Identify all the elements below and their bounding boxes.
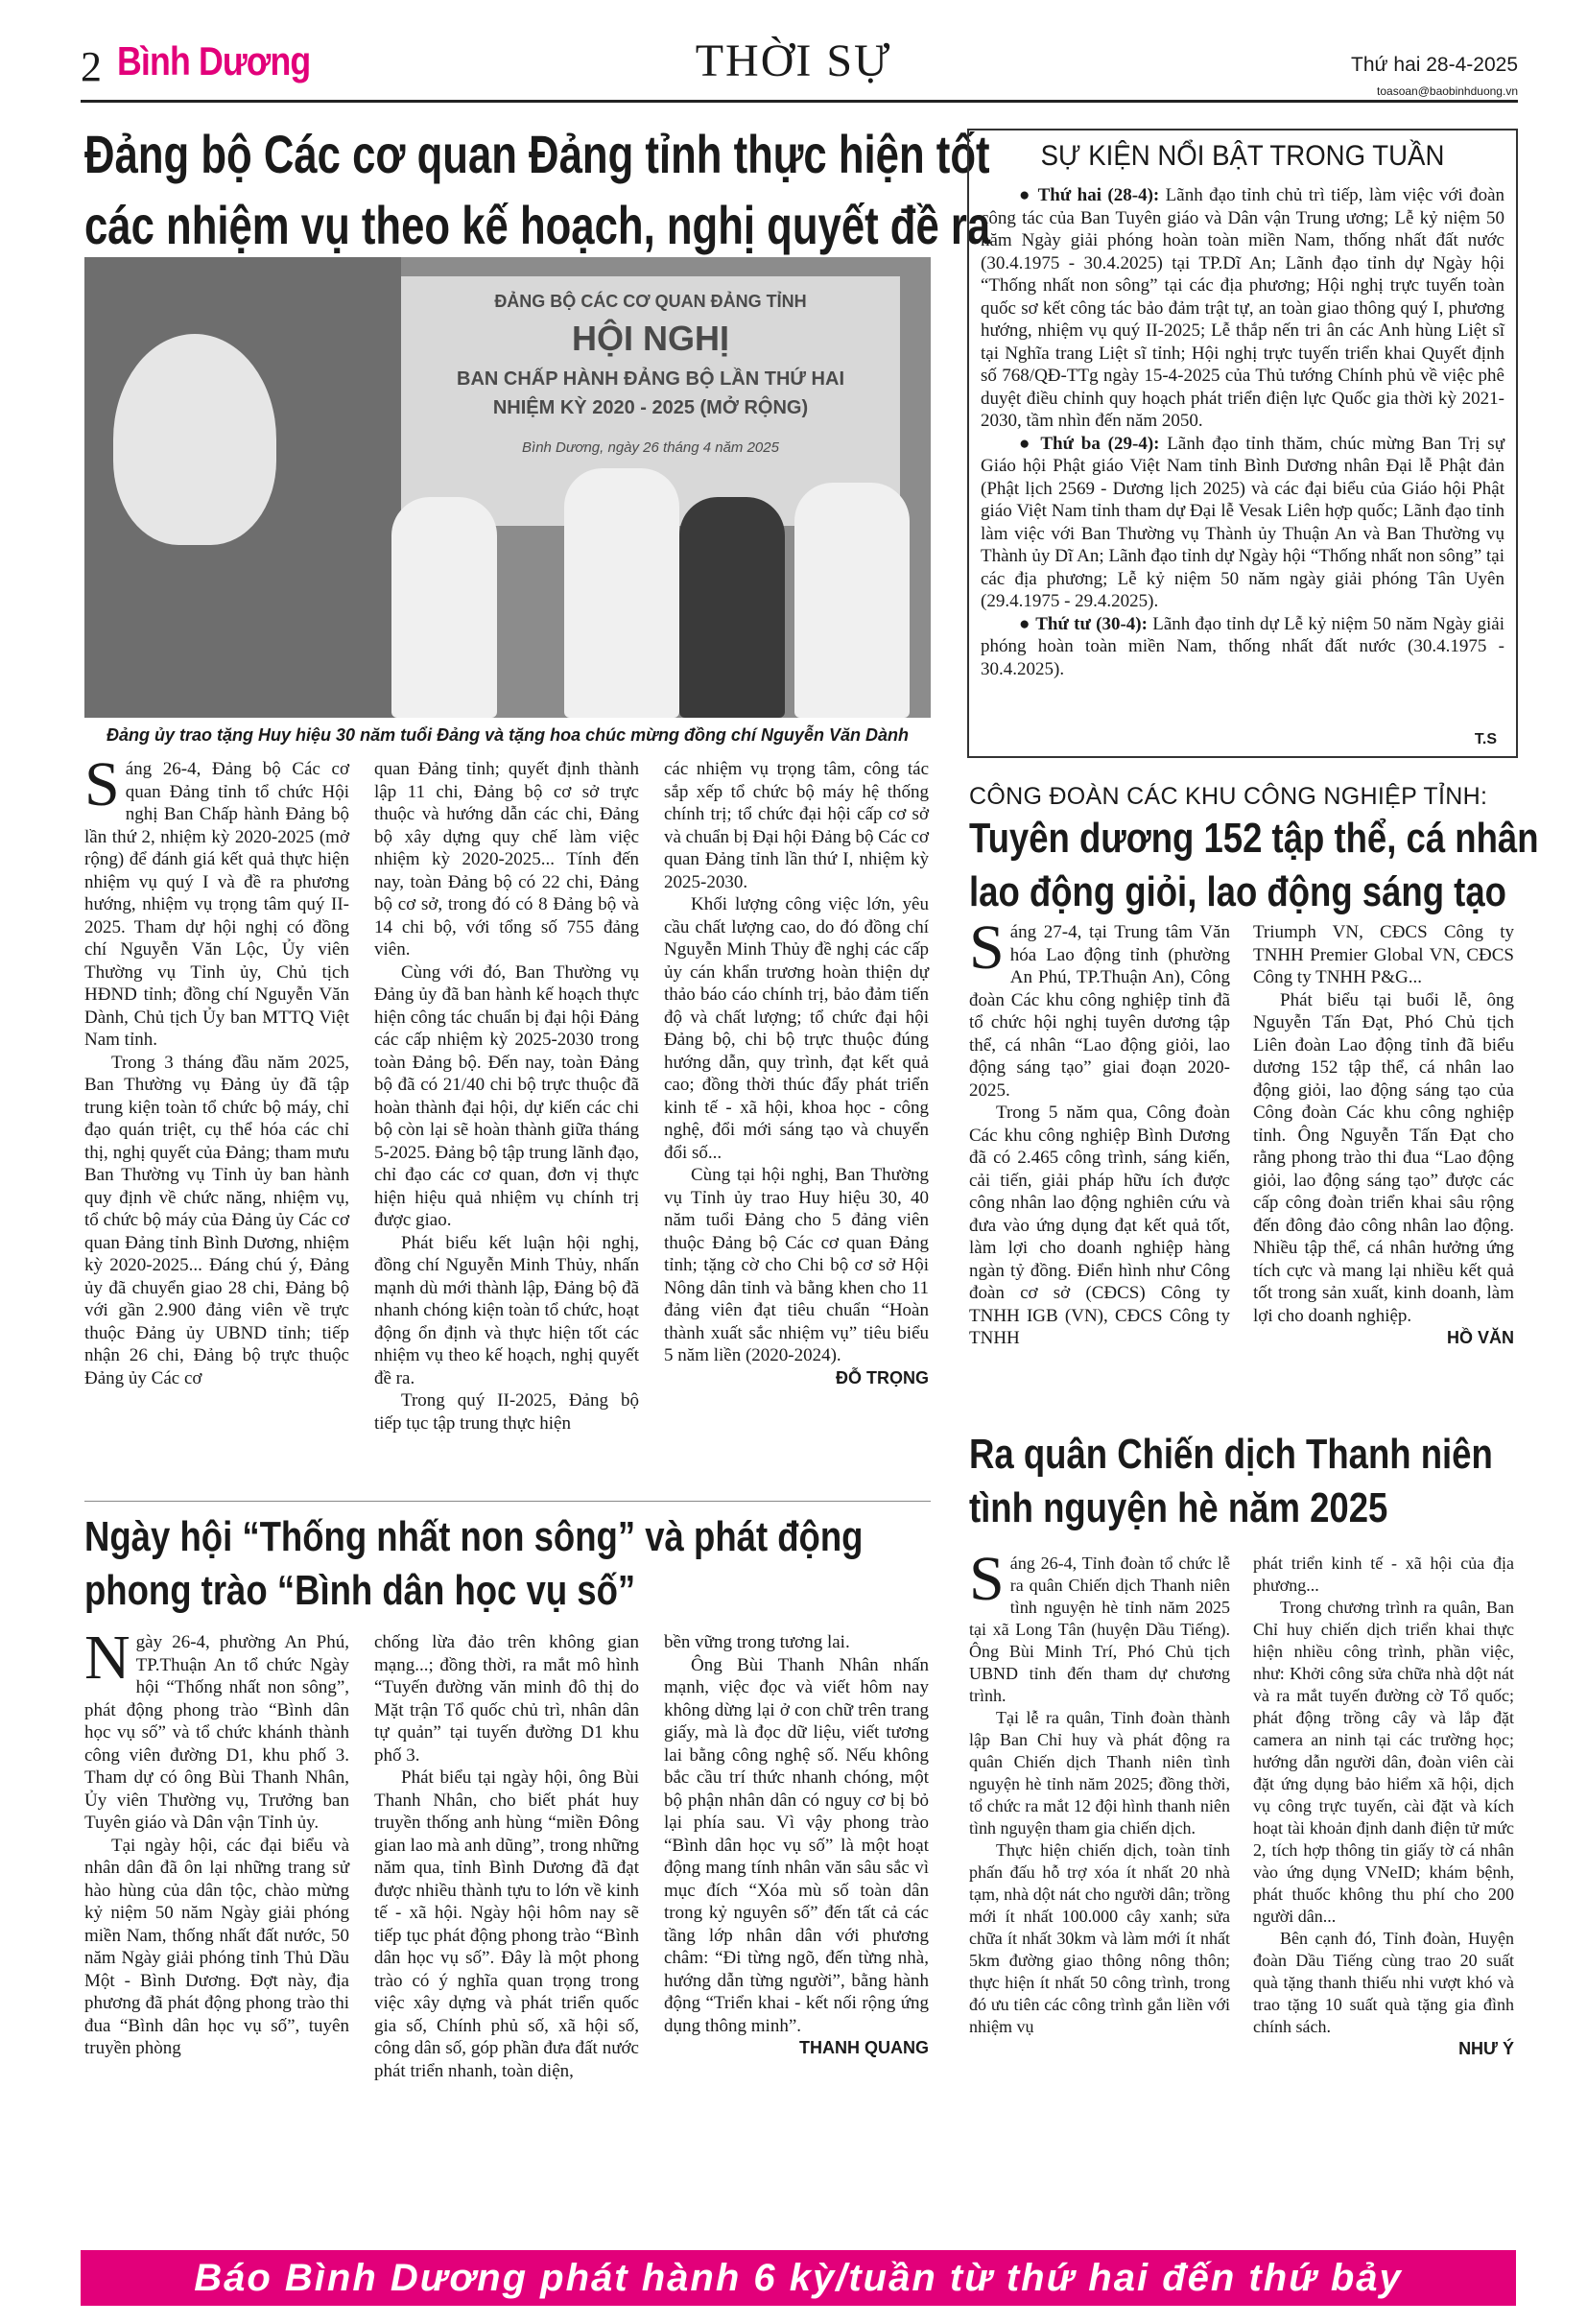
events-title: SỰ KIỆN NỔI BẬT TRONG TUẦN [1040,140,1445,172]
article2-headline [969,812,1558,919]
event-day: Thứ ba (29-4): [1040,433,1160,454]
event-day: Thứ tư (30-4): [1035,613,1148,634]
event-text: Lãnh đạo tỉnh dự Lễ kỷ niệm 50 năm Ngày giải phóng hoàn toàn miền Nam, thống nhất đất nước (30.4.1975 - 30.4.2025). [981,613,1504,679]
main-article-col3 [664,758,929,1389]
main-photo [84,257,931,718]
headline-line: lao động giỏi, lao động sáng tạo [969,868,1506,915]
article4-col3 [664,1631,929,2060]
main-headline [84,119,991,261]
paragraph: Thực hiện chiến dịch, toàn tỉnh phấn đấu hỗ trợ xóa ít nhất 20 nhà tạm, nhà dột nát cho người dân; trồng mới ít nhất 100.000 cây xanh; sửa chữa ít nhất 30km và làm mới ít nhất 5km đường giao thông nông thôn; thực hiện ít nhất 50 công trình, trong đó ưu tiên các công trình gắn liền với nhiệm vụ [969,1840,1230,2036]
photo-banner-text: NHIỆM KỲ 2020 - 2025 (MỞ RỘNG) [492,397,809,418]
event-text: Lãnh đạo tỉnh chủ trì tiếp, làm việc với đoàn công tác của Ban Tuyên giáo và Dân vận Trung ương; Lễ kỷ niệm 50 năm Ngày giải phóng hoàn toàn miền Nam, thống nhất đất nước (30.4.1975 - 30.4.2025) tại TP.Dĩ An; Lãnh đạo tỉnh dự Ngày hội “Thống nhất non sông” tại các địa phương; Hội nghị trực tuyến toàn quốc sơ kết công tác bảo đảm trật tự, an toàn giao thông quý I, phương hướng, nhiệm vụ quý II-2025; Lễ thắp nến tri ân các Anh hùng Liệt sĩ tại Nghĩa trang Liệt sĩ tỉnh; Hội nghị trực tuyến triển khai Quyết định số 768/QĐ-TTg ngày 15-4-2025 của Thủ tướng Chính phủ về việc phê duyệt điều chỉnh quy hoạch phát triển điện lực Quốc gia thời kỳ 2021-2030, tầm nhìn đến năm 2050. [981,185,1505,431]
page-number: 2 [81,43,102,90]
main-headline-line: các nhiệm vụ theo kế hoạch, nghị quyết đề ra [84,195,991,255]
event-day: Thứ hai (28-4): [1037,185,1160,205]
photo-person [564,468,679,718]
contact-email[interactable]: toasoan@baobinhduong.vn [1377,84,1518,98]
paragraph: Tại lễ ra quân, Tỉnh đoàn thành lập Ban Chỉ huy và phát động ra quân Chiến dịch Thanh niên tình nguyện hè tỉnh năm 2025; đồng thời, tổ chức ra mắt 12 đội hình thanh niên tình nguyện tham gia chiến dịch. [969,1708,1230,1838]
paragraph: Phát biểu tại buổi lễ, ông Nguyễn Tấn Đạt, Phó Chủ tịch Liên đoàn Lao động tỉnh đã biểu dương 152 tập thể, cá nhân lao động giỏi, lao động sáng tạo của Công đoàn Các khu công nghiệp tỉnh. Ông Nguyễn Tấn Đạt cho rằng phong trào thi đua “Lao động giỏi, lao động sáng tạo” được các cấp công đoàn triển khai sâu rộng đến đông đảo công nhân lao động. Nhiều tập thể, cá nhân hưởng ứng tích cực và mang lại nhiều kết quả tốt trong sản xuất, kinh doanh, làm lợi cho doanh nghiệp. [1253,989,1514,1326]
main-headline-line: Đảng bộ Các cơ quan Đảng tỉnh thực hiện tốt [84,124,990,184]
header-divider [81,100,1518,103]
photo-person [794,483,910,718]
paragraph: Phát biểu tại ngày hội, ông Bùi Thanh Nhân, cho biết phát huy truyền thống anh hùng “miền Đông gian lao mà anh dũng”, trong những năm qua, tỉnh Bình Dương đã đạt được nhiều thành tựu to lớn về kinh tế - xã hội. Ngày hội hôm nay sẽ tiếp tục phát động phong trào “Bình dân học vụ số”. Đây là một phong trào có ý nghĩa quan trọng trong việc xây dựng và phát triển quốc gia số, Chính phủ số, xã hội số, công dân số, góp phần đưa đất nước phát triển nhanh, toàn diện, [374,1767,639,2081]
paragraph: quan Đảng tỉnh; quyết định thành lập 11 chi, Đảng bộ cơ sở trực thuộc và hướng dẫn các chi, Đảng bộ xây dựng quy chế làm việc nhiệm kỳ 2020-2025... Tính đến nay, toàn Đảng bộ có 22 chi, Đảng bộ cơ sở, trong đó có 8 Đảng bộ và 14 chi bộ, với tổng số 755 đảng viên. [374,759,639,960]
event-item: ● Thứ tư (30-4): Lãnh đạo tỉnh dự Lễ kỷ niệm 50 năm Ngày giải phóng hoàn toàn miền Nam, thống nhất đất nước (30.4.1975 - 30.4.2025). [981,613,1504,679]
photo-person [679,497,785,718]
paragraph: gày 26-4, phường An Phú, TP.Thuận An tổ chức Ngày hội “Thống nhất non sông”, phát động phong trào “Bình dân học vụ số” và tổ chức khánh thành công viên đường D1, khu phố 3. Tham dự có ông Bùi Thanh Nhân, Ủy viên Thường vụ, Trưởng ban Tuyên giáo và Dân vận Tỉnh ủy. [84,1632,349,1833]
headline-line: tình nguyện hè năm 2025 [969,1484,1388,1531]
main-article-col1 [84,749,349,1389]
events-signature: T.S [1474,731,1497,747]
section-title: THỜI SỰ [695,36,892,86]
paragraph: áng 26-4, Đảng bộ Các cơ quan Đảng tỉnh tổ chức Hội nghị Ban Chấp hành Đảng bộ lần thứ 2, nhiệm kỳ 2020-2025 (mở rộng) để đánh giá kết quả thực hiện nhiệm vụ quý I và đề ra phương hướng, nhiệm vụ trọng tâm quý II-2025. Tham dự hội nghị có đồng chí Nguyễn Văn Lộc, Ủy viên Thường vụ Tỉnh ủy, Chủ tịch HĐND tỉnh; đồng chí Nguyễn Văn Dành, Chủ tịch Ủy ban MTTQ Việt Nam tỉnh. [84,759,349,1050]
paragraph: Trong quý II-2025, Đảng bộ tiếp tục tập trung thực hiện [374,1390,639,1434]
main-article-col2 [374,758,639,1435]
paragraph: phát triển kinh tế - xã hội của địa phương... [1253,1553,1514,1595]
paragraph: Bên cạnh đó, Tỉnh đoàn, Huyện đoàn Dầu Tiếng cùng trao 20 suất quà tặng thanh thiếu nhi vượt khó và trao tặng 10 suất quà tặng gia đình chính sách. [1253,1929,1514,2036]
drop-cap: S [84,749,120,819]
event-item: ● Thứ hai (28-4): Lãnh đạo tỉnh chủ trì tiếp, làm việc với đoàn công tác của Ban Tuyên giáo và Dân vận Trung ương; Lễ kỷ niệm 50 năm Ngày giải phóng hoàn toàn miền Nam, thống nhất đất nước (30.4.1975 - 30.4.2025) tại TP.Dĩ An; Lãnh đạo tỉnh dự Ngày hội “Thống nhất non sông” tại các địa phương; Hội nghị trực tuyến toàn quốc sơ kết công tác bảo đảm trật tự, an toàn giao thông quý I, phương hướng, nhiệm vụ quý II-2025; Lễ thắp nến tri ân các Anh hùng Liệt sĩ tại Nghĩa trang Liệt sĩ tỉnh; Hội nghị trực tuyến triển khai Quyết định số 768/QĐ-TTg ngày 15-4-2025 của Thủ tướng Chính phủ về việc phê duyệt điều chỉnh quy hoạch phát triển điện lực Quốc gia thời kỳ 2021-2030, tầm nhìn đến năm 2050. [981,185,1505,431]
headline-line: Ngày hội “Thống nhất non sông” và phát động [84,1513,864,1560]
events-list [981,184,1504,680]
article-divider [84,1501,931,1502]
paragraph: Trong 3 tháng đầu năm 2025, Ban Thường vụ Đảng ủy đã tập trung kiện toàn tổ chức bộ máy, chỉ đạo quán triệt, cụ thể hóa các chỉ thị, nghị quyết của Đảng; tham mưu Ban Thường vụ Tỉnh ủy ban hành quy định về chức năng, nhiệm vụ, tổ chức bộ máy của Đảng ủy Các cơ quan Đảng tỉnh Bình Dương, nhiệm kỳ 2020-2025... Đáng chú ý, Đảng ủy đã chuyển giao 28 chi, Đảng bộ với gần 2.900 đảng viên về trực thuộc Đảng ủy UBND tỉnh; tiếp nhận 26 chi, Đảng bộ trực thuộc Đảng ủy Các cơ [84,1052,349,1388]
article3-col2 [1253,1553,1514,2060]
paragraph: Ông Bùi Thanh Nhân nhấn mạnh, việc đọc và viết hôm nay không dừng lại ở con chữ trên trang giấy, mà là đọc dữ liệu, viết tương lai bằng công nghệ số. Nếu không bắc cầu trí thức nhanh chóng, một bộ phận nhân dân có nguy cơ bị bỏ lại phía sau. Vì vậy phong trào “Bình dân học vụ số” là một hoạt động mang tính nhân văn sâu sắc vì mục đích “Xóa mù số toàn dân trong kỷ nguyên số” đến tất cả các tầng lớp nhân dân với phương châm: “Đi từng ngõ, đến từng nhà, hướng dẫn từng người”, bằng hành động “Triển khai - kết nối rộng ứng dụng thông minh”. [664,1654,929,2036]
article4-headline [84,1510,897,1618]
paragraph: bền vững trong tương lai. [664,1632,850,1652]
newspaper-logo[interactable]: Bình Dương [117,38,311,83]
photo-banner-text: BAN CHẤP HÀNH ĐẢNG BỘ LẦN THỨ HAI [457,368,844,390]
paragraph: Phát biểu kết luận hội nghị, đồng chí Nguyễn Minh Thủy, nhấn mạnh dù mới thành lập, Đảng bộ đã nhanh chóng kiện toàn tổ chức, hoạt động ổn định và thực hiện tốt các nhiệm vụ theo kế hoạch, nghị quyết đề ra. [374,1232,639,1388]
drop-cap: S [969,1544,1005,1614]
headline-line: Ra quân Chiến dịch Thanh niên [969,1431,1493,1478]
issue-date: Thứ hai 28-4-2025 [1351,54,1518,76]
photo-banner-text: Bình Dương, ngày 26 tháng 4 năm 2025 [522,439,779,456]
paragraph: Triumph VN, CĐCS Công ty TNHH Premier Global VN, CĐCS Công ty TNHH P&G... [1253,922,1514,987]
article3-headline [969,1428,1558,1535]
event-item: ● Thứ ba (29-4): Lãnh đạo tỉnh thăm, chúc mừng Ban Trị sự Giáo hội Phật giáo Việt Nam tỉnh Bình Dương nhân Đại lễ Phật đản (Phật lịch 2569 - Dương lịch 2025) và các đại biểu của Giáo hội Phật giáo Việt Nam tỉnh tham dự Đại lễ Vesak Liên hợp quốc; Lãnh đạo tỉnh làm việc với Ban Thường vụ Thành ủy Thuận An và Ban Thường vụ Thành ủy Dĩ An; Lãnh đạo tỉnh dự Ngày hội “Thống nhất non sông” tại các địa phương; Lễ kỷ niệm 50 năm ngày giải phóng Tân Uyên (29.4.1975 - 29.4.2025). [981,433,1504,611]
paragraph: Cùng tại hội nghị, Ban Thường vụ Tỉnh ủy trao Huy hiệu 30, 40 năm tuổi Đảng cho 5 đảng viên thuộc Đảng bộ Các cơ quan Đảng tỉnh; tặng cờ cho Chi bộ cơ sở Hội Nông dân tỉnh và bằng khen cho 11 đảng viên đạt tiêu chuẩn “Hoàn thành xuất sắc nhiệm vụ” tiêu biểu 5 năm liền (2020-2024). [664,1165,929,1365]
paragraph: Tại ngày hội, các đại biểu và nhân dân đã ôn lại những trang sử hào hùng của dân tộc, chào mừng kỷ niệm 50 năm Ngày giải phóng miền Nam, thống nhất đất nước, 50 năm Ngày giải phóng tỉnh Thủ Dầu Một - Bình Dương. Đợt này, địa phương đã phát động phong trào thi đua “Bình dân học vụ số”, tuyên truyền phòng [84,1835,349,2058]
photo-caption: Đảng ủy trao tặng Huy hiệu 30 năm tuổi Đảng và tặng hoa chúc mừng đồng chí Nguyễn Văn Dành [107,725,909,745]
photo-person [391,497,497,718]
photo-banner-text: ĐẢNG BỘ CÁC CƠ QUAN ĐẢNG TỈNH [494,292,807,311]
byline: NHƯ Ý [1458,2039,1514,2058]
article2-col2 [1253,921,1514,1350]
paragraph: áng 27-4, tại Trung tâm Văn hóa Lao động tỉnh (phường An Phú, TP.Thuận An), Công đoàn Các khu công nghiệp tỉnh đã tổ chức hội nghị tuyên dương tập thể, cá nhân “Lao động giỏi, lao động sáng tạo” giai đoạn 2020-2025. [969,922,1230,1101]
article3-col1 [969,1544,1230,2038]
paragraph: Cùng với đó, Ban Thường vụ Đảng ủy đã ban hành kế hoạch thực hiện công tác chuẩn bị đại hội Đảng các cấp nhiệm kỳ 2025-2030 trong toàn Đảng bộ. Đến nay, toàn Đảng bộ đã có 21/40 chi bộ trực thuộc đã hoàn thành đại hội, dự kiến các chi bộ còn lại sẽ hoàn thành giữa tháng 5-2025. Đảng bộ tập trung lãnh đạo, chỉ đạo các cơ quan, đơn vị thực hiện hiệu quả nhiệm vụ chính trị được giao. [374,961,639,1230]
paragraph: Trong chương trình ra quân, Ban Chỉ huy chiến dịch triển khai thực hiện nhiều công trình, phần việc, như: Khởi công sửa chữa nhà dột nát và ra mắt tuyến đường cờ Tổ quốc; phát động trồng cây và lắp đặt camera an ninh tại các trường học; hướng dẫn người dân, đoàn viên cài đặt ứng dụng bảo hiểm xã hội, dịch vụ công trực tuyến, cài đặt và kích hoạt tài khoản định danh điện tử mức 2, tích hợp thông tin giấy tờ cá nhân vào ứng dụng VNeID; khám bệnh, phát thuốc không thu phí cho 200 người dân... [1253,1598,1514,1926]
article2-kicker: CÔNG ĐOÀN CÁC KHU CÔNG NGHIỆP TỈNH: [969,783,1488,810]
headline-line: phong trào “Bình dân học vụ số” [84,1567,636,1614]
paragraph: Khối lượng công việc lớn, yêu cầu chất lượng cao, do đó đồng chí Nguyễn Minh Thủy đề nghị các cấp ủy cán khẩn trương hoàn thiện dự thảo báo cáo chính trị, bảo đảm tiến độ và chất lượng; tổ chức đại hội Đảng bộ, chi bộ trực thuộc đúng hướng dẫn, quy trình, đạt kết quả cao; đồng thời thúc đẩy phát triển kinh tế - xã hội, khoa học - công nghệ, đổi mới sáng tạo và chuyển đổi số... [664,894,929,1163]
article2-col1 [969,913,1230,1350]
byline: THANH QUANG [799,2038,929,2057]
byline: ĐỖ TRỌNG [836,1367,929,1387]
paragraph: Trong 5 năm qua, Công đoàn Các khu công nghiệp Bình Dương đã có 2.465 công trình, sáng kiến, cải tiến, giải pháp hữu ích được công nhân lao động nghiên cứu và đưa vào ứng dụng đạt kết quả tốt, làm lợi cho doanh nghiệp hàng ngàn tỷ đồng. Điển hình như Công đoàn cơ sở (CĐCS) Công ty TNHH IGB (VN), CĐCS Công ty TNHH [969,1103,1230,1348]
article4-col1 [84,1623,349,2060]
paragraph: áng 26-4, Tỉnh đoàn tổ chức lễ ra quân Chiến dịch Thanh niên tình nguyện hè tỉnh năm 2025 tại xã Long Tân (huyện Dầu Tiếng). Ông Bùi Minh Trí, Phó Chủ tịch UBND tỉnh đến tham dự chương trình. [969,1553,1230,1705]
paragraph: các nhiệm vụ trọng tâm, công tác sắp xếp tổ chức bộ máy hệ thống chính trị; tổ chức đại hội cấp cơ sở và chuẩn bị Đại hội Đảng bộ Các cơ quan Đảng tỉnh lần thứ I, nhiệm kỳ 2025-2030. [664,759,929,892]
paragraph: chống lừa đảo trên không gian mạng...; đồng thời, ra mắt mô hình “Tuyến đường văn minh đô thị do Mặt trận Tổ quốc chủ trì, nhân dân tự quản” tại tuyến đường D1 khu phố 3. [374,1632,639,1766]
drop-cap: N [84,1623,130,1693]
photo-banner-text: HỘI NGHỊ [571,319,729,358]
headline-line: Tuyên dương 152 tập thể, cá nhân [969,815,1539,862]
event-text: Lãnh đạo tỉnh thăm, chúc mừng Ban Trị sự Giáo hội Phật giáo Việt Nam tỉnh Bình Dương nhân Đại lễ Phật đản (Phật lịch 2569 - Dương lịch 2025) và các đại biểu của Giáo hội Phật giáo Việt Nam tỉnh tham dự Đại lễ Vesak Liên hợp quốc; Lãnh đạo tỉnh làm việc với Ban Thường vụ Thành ủy Thuận An và Ban Thường vụ Thành ủy Dĩ An; Lãnh đạo tỉnh dự Ngày hội “Thống nhất non sông” tại các địa phương; Lễ kỷ niệm 50 năm ngày giải phóng Tân Uyên (29.4.1975 - 29.4.2025). [981,433,1504,611]
byline: HỒ VĂN [1446,1328,1514,1347]
article4-col2 [374,1631,639,2082]
photo-bust [113,334,276,545]
drop-cap: S [969,913,1005,983]
footer-banner-text: Báo Bình Dương phát hành 6 kỳ/tuần từ thứ hai đến thứ bảy [194,2257,1403,2299]
